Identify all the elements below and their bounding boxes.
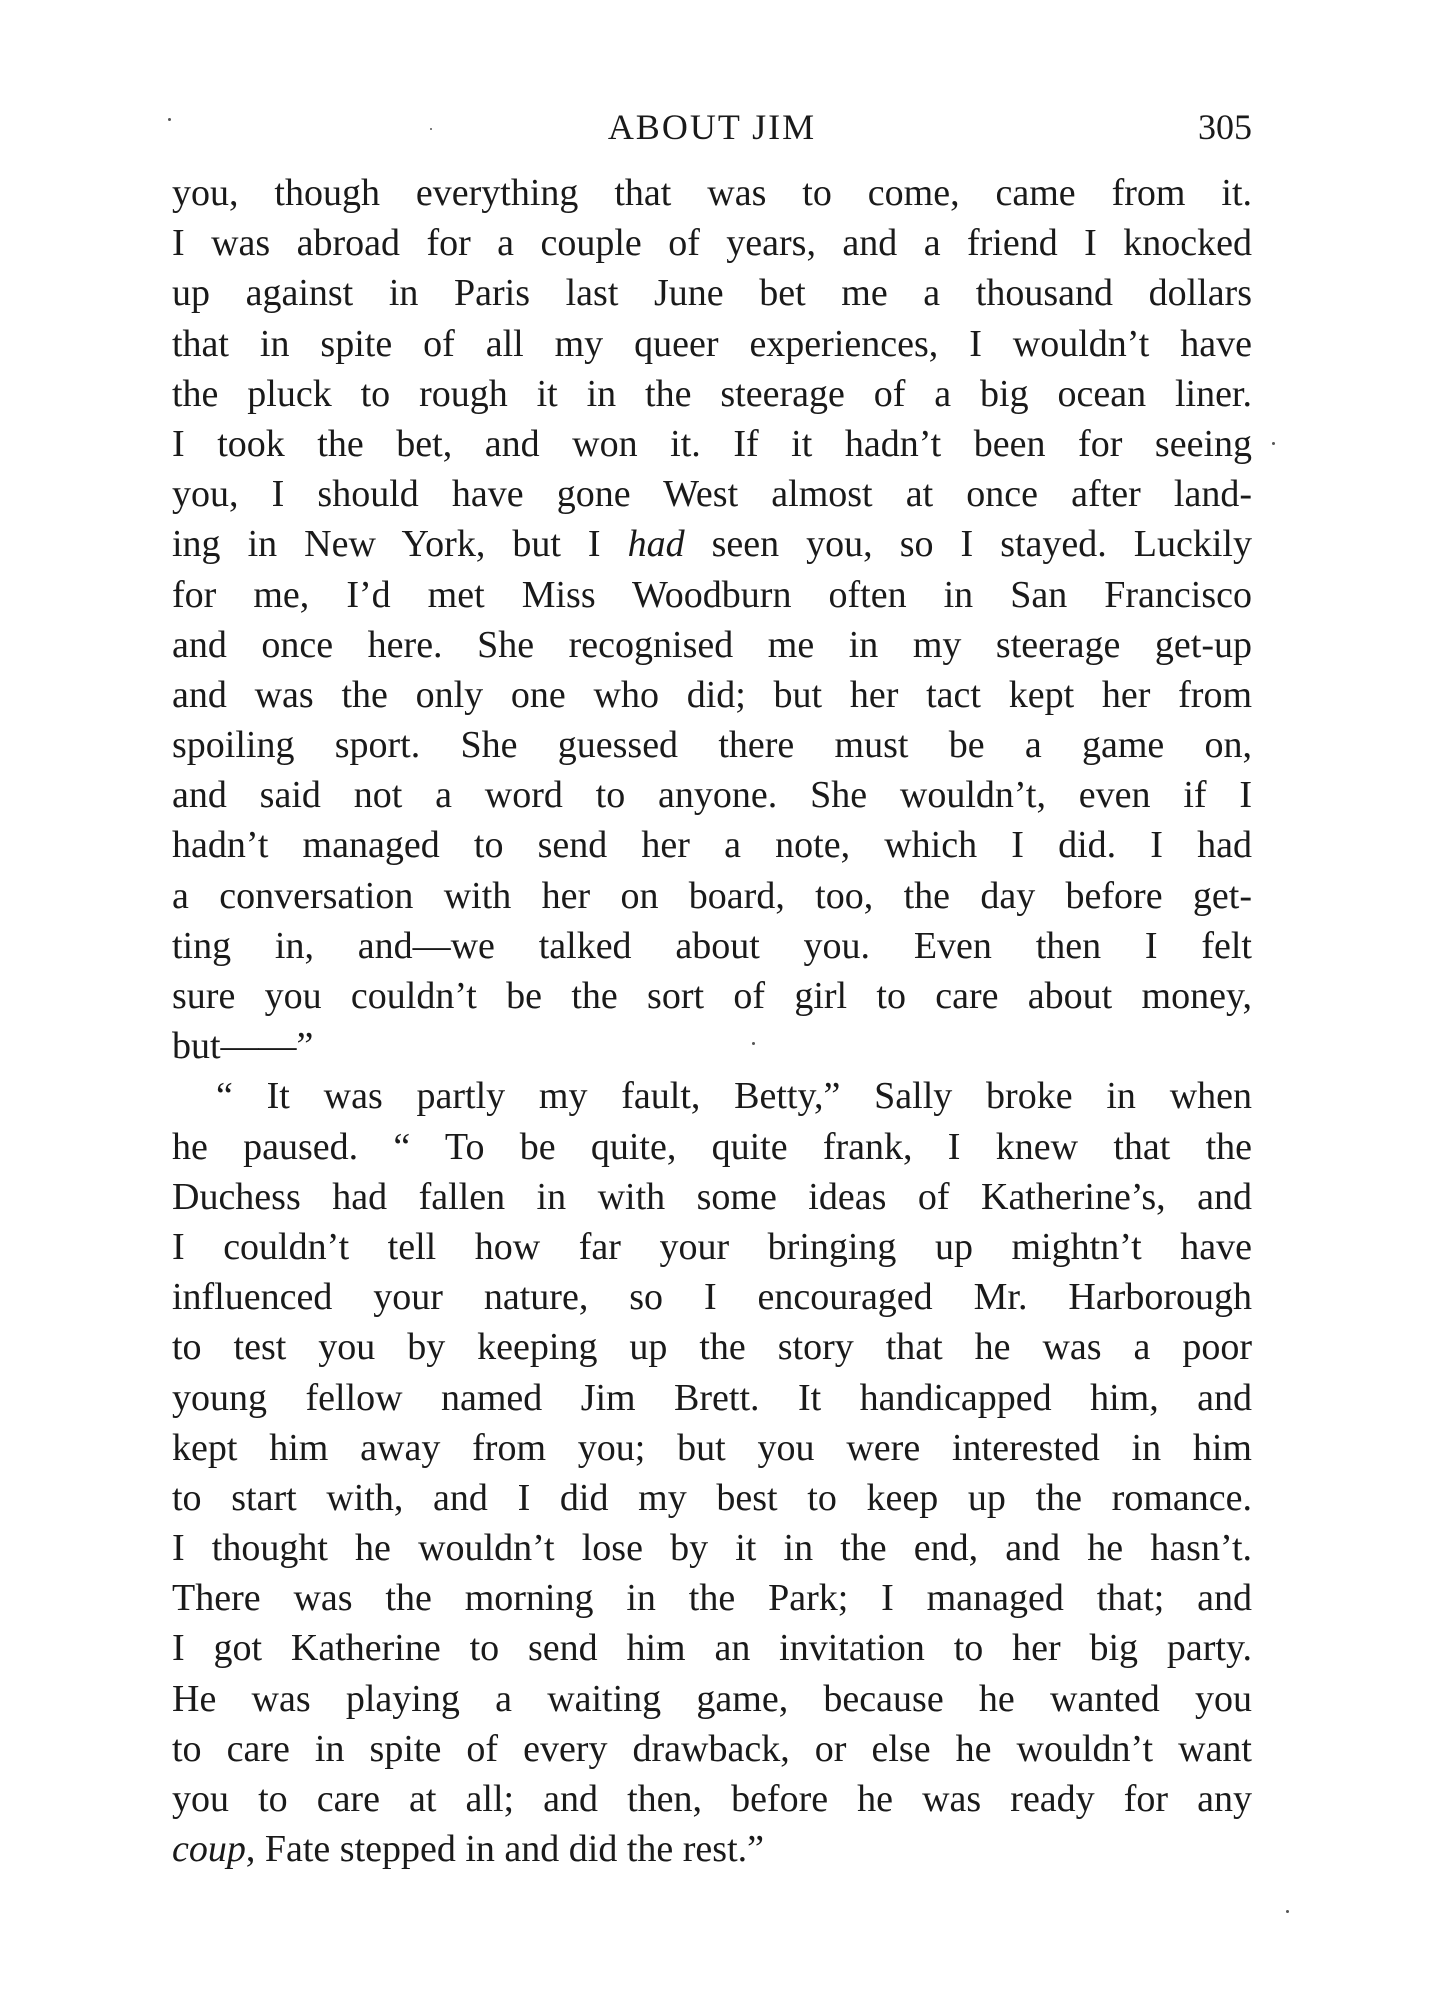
- text-line: and said not a word to anyone. She wouldn’t, even if I: [172, 774, 1252, 817]
- text-line: that in spite of all my queer experiences, I wouldn’t have: [172, 322, 1252, 365]
- text-line: hadn’t managed to send her a note, which I did. I had: [172, 824, 1252, 867]
- body-text: [172, 168, 1252, 1874]
- text-line: to start with, and I did my best to keep up the romance.: [172, 1476, 1252, 1519]
- text-line: sure you couldn’t be the sort of girl to care about money,: [172, 975, 1252, 1017]
- text-line: I thought he wouldn’t lose by it in the end, and he hasn’t.: [172, 1527, 1252, 1570]
- text-line: I was abroad for a couple of years, and a friend I knocked: [172, 222, 1252, 265]
- italic-word: coup: [172, 1828, 246, 1871]
- text-line: I got Katherine to send him an invitation to her big party.: [172, 1627, 1252, 1670]
- text-line: but——”: [172, 1025, 314, 1068]
- text-line: kept him away from you; but you were interested in him: [172, 1426, 1252, 1469]
- text-line: up against in Paris last June bet me a thousand dollars: [172, 272, 1252, 315]
- text-line: spoiling sport. She guessed there must be a game on,: [172, 724, 1252, 767]
- text-line: a conversation with her on board, too, the day before get-: [172, 874, 1252, 917]
- text-line: to care in spite of every drawback, or else he wouldn’t want: [172, 1727, 1252, 1770]
- text-line: you to care at all; and then, before he was ready for any: [172, 1778, 1252, 1820]
- scan-speck: [168, 118, 171, 121]
- text-line: and was the only one who did; but her tact kept her from: [172, 673, 1252, 716]
- text-line: you, I should have gone West almost at once after land-: [172, 473, 1252, 516]
- text-line: He was playing a waiting game, because he wanted you: [172, 1677, 1252, 1720]
- text-line: he paused. “ To be quite, quite frank, I knew that the: [172, 1125, 1252, 1168]
- scan-speck: [430, 128, 432, 130]
- text-line: I couldn’t tell how far your bringing up mightn’t have: [172, 1225, 1252, 1268]
- text-line: young fellow named Jim Brett. It handicapped him, and: [172, 1376, 1252, 1419]
- scan-speck: [752, 1042, 755, 1045]
- text-line: ting in, and—we talked about you. Even then I felt: [172, 924, 1252, 967]
- running-head: [172, 100, 1252, 160]
- text-line: Duchess had fallen in with some ideas of Katherine’s, and: [172, 1175, 1252, 1218]
- text-line: There was the morning in the Park; I managed that; and: [172, 1577, 1252, 1620]
- text-line: to test you by keeping up the story that he was a poor: [172, 1326, 1252, 1369]
- text-line: and once here. She recognised me in my steerage get-up: [172, 623, 1252, 666]
- text-line: influenced your nature, so I encouraged Mr. Harborough: [172, 1276, 1252, 1319]
- scan-speck: [1286, 1910, 1289, 1913]
- text-line: coup, Fate stepped in and did the rest.”: [172, 1828, 765, 1871]
- text-line: ing in New York, but I had seen you, so I stayed. Luckily: [172, 523, 1252, 566]
- page-number: 305: [1198, 107, 1252, 147]
- text-line: you, though everything that was to come, came from it.: [172, 172, 1252, 214]
- running-title: ABOUT JIM: [607, 107, 817, 147]
- text-line: “ It was partly my fault, Betty,” Sally broke in when: [216, 1075, 1252, 1118]
- text-line: I took the bet, and won it. If it hadn’t been for seeing: [172, 422, 1252, 465]
- italic-word: had: [627, 523, 685, 566]
- text-line: the pluck to rough it in the steerage of a big ocean liner.: [172, 372, 1252, 415]
- text-line: for me, I’d met Miss Woodburn often in San Francisco: [172, 573, 1252, 616]
- scan-speck: [1272, 442, 1275, 445]
